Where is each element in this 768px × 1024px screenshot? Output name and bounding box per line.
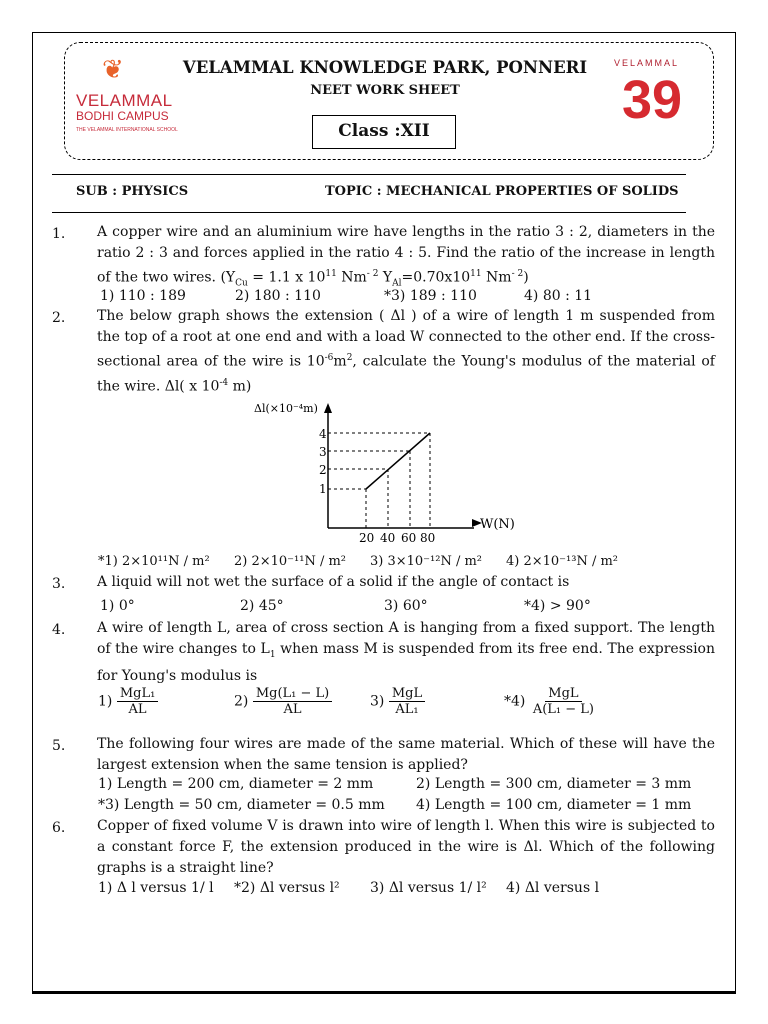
q3-option-2: 2) 45°	[240, 598, 284, 614]
badge-arc-text: VELAMMAL	[614, 58, 680, 68]
q2-option-4: 4) 2×10⁻¹³N / m²	[506, 554, 619, 569]
flame-icon: ❦	[102, 55, 124, 85]
graph-ylabel: Δl(×10⁻⁴m)	[254, 402, 318, 415]
q6-text: Copper of fixed volume V is drawn into wire of length l. When this wire is subjected to a constant force F, the extension produced in the wire is Δl. Which of the following graphs is a straight line?	[97, 818, 715, 876]
q3-number: 3.	[52, 576, 66, 592]
rule-top	[52, 174, 686, 175]
q2-option-3: 3) 3×10⁻¹²N / m²	[370, 554, 483, 569]
q1-number: 1.	[52, 226, 66, 242]
y-tick-2: 2	[319, 463, 327, 477]
q1-option-1: 1) 110 : 189	[100, 288, 186, 304]
q2-option-1: *1) 2×10¹¹N / m²	[98, 554, 210, 569]
graph-xlabel: W(N)	[480, 517, 515, 532]
q3-text: A liquid will not wet the surface of a solid if the angle of contact is	[97, 574, 570, 590]
q6-option-2: *2) Δl versus l²	[234, 880, 340, 896]
x-tick-40: 40	[380, 531, 396, 545]
q4-number: 4.	[52, 622, 66, 638]
q4-option-2: 2) $\frac{\text{Mg(L₁ − L)}}{AL}$	[234, 686, 332, 717]
q6-number: 6.	[52, 820, 66, 836]
rule-bottom	[52, 212, 686, 213]
topic-label: TOPIC : MECHANICAL PROPERTIES OF SOLIDS	[325, 184, 679, 199]
subject-label: SUB : PHYSICS	[76, 184, 189, 199]
q1-option-2: 2) 180 : 110	[235, 288, 321, 304]
logo-line-3: THE VELAMMAL INTERNATIONAL SCHOOL	[76, 127, 178, 133]
q2-text: The below graph shows the extension ( Δl ) of a wire of length 1 m suspended from the top of a root at one end and with a load W connected to the other end. If the cross-sectional area of the wire is $10^{-6}m^2$, calculate the Young's modulus of the material of the wire. Δl( x $10^{-4}$ m)	[97, 308, 715, 395]
q5-option-4: 4) Length = 100 cm, diameter = 1 mm	[416, 797, 692, 813]
q6-option-4: 4) Δl versus l	[506, 880, 600, 896]
q5-option-3: *3) Length = 50 cm, diameter = 0.5 mm	[98, 797, 385, 813]
q2-option-2: 2) 2×10⁻¹¹N / m²	[234, 554, 347, 569]
q5-number: 5.	[52, 738, 66, 754]
q5-text: The following four wires are made of the same material. Which of these will have the largest extension when the same tension is applied?	[97, 736, 715, 773]
q3-option-3: 3) 60°	[384, 598, 428, 614]
q1-option-4: 4) 80 : 11	[524, 288, 593, 304]
logo-line-1: VELAMMAL	[76, 91, 173, 110]
y-tick-3: 3	[319, 445, 327, 459]
x-tick-80: 80	[420, 531, 436, 545]
q2-number: 2.	[52, 310, 66, 326]
sheet-name: NEET WORK SHEET	[310, 83, 460, 98]
badge-number: 39	[622, 70, 683, 130]
q5-option-2: 2) Length = 300 cm, diameter = 3 mm	[416, 776, 692, 792]
q1-text: A copper wire and an aluminium wire have lengths in the ratio 3 : 2, diameters in the ratio 2 : 3 and forces applied in the ratio 4 : 5. Find the ratio of the increase in length of the two wires. ($Y_{Cu} = 1.1$ x $10^{11}$ $Nm^{- 2}$ $Y_{Al}=0.70x10^{11}$ $Nm^{- 2}$)	[97, 224, 715, 289]
q1-option-3: *3) 189 : 110	[384, 288, 477, 304]
q6-option-1: 1) Δ l versus 1/ l	[98, 880, 214, 896]
data-line	[366, 433, 430, 489]
y-tick-1: 1	[319, 482, 327, 496]
q3-option-4: *4) > 90°	[524, 598, 591, 614]
logo-line-2: BODHI CAMPUS	[76, 109, 169, 123]
q4-text: A wire of length L, area of cross section A is hanging from a fixed support. The length of the wire changes to $L_1$ when mass M is suspended from its free end. The expression for Young's modulus is	[97, 620, 715, 684]
y-tick-4: 4	[319, 427, 327, 441]
q4-option-1: 1) $\frac{\text{MgL₁}}{AL}$	[98, 686, 158, 717]
x-tick-60: 60	[401, 531, 417, 545]
anniversary-39-logo	[612, 58, 702, 138]
q4-option-3: 3) $\frac{\text{MgL}}{\text{AL₁}}$	[370, 686, 425, 717]
class-label: Class :XII	[312, 115, 456, 149]
q6-option-3: 3) Δl versus 1/ l²	[370, 880, 487, 896]
school-name: VELAMMAL KNOWLEDGE PARK, PONNERI	[182, 58, 588, 77]
q3-option-1: 1) 0°	[100, 598, 135, 614]
q4-option-4: *4) $\frac{\text{MgL}}{\text{A(L₁ − L)}}$	[504, 686, 594, 717]
q5-option-1: 1) Length = 200 cm, diameter = 2 mm	[98, 776, 374, 792]
extension-load-graph	[252, 400, 532, 548]
velammal-bodhi-logo	[76, 55, 186, 135]
x-tick-20: 20	[359, 531, 375, 545]
y-axis-arrow	[324, 403, 332, 413]
